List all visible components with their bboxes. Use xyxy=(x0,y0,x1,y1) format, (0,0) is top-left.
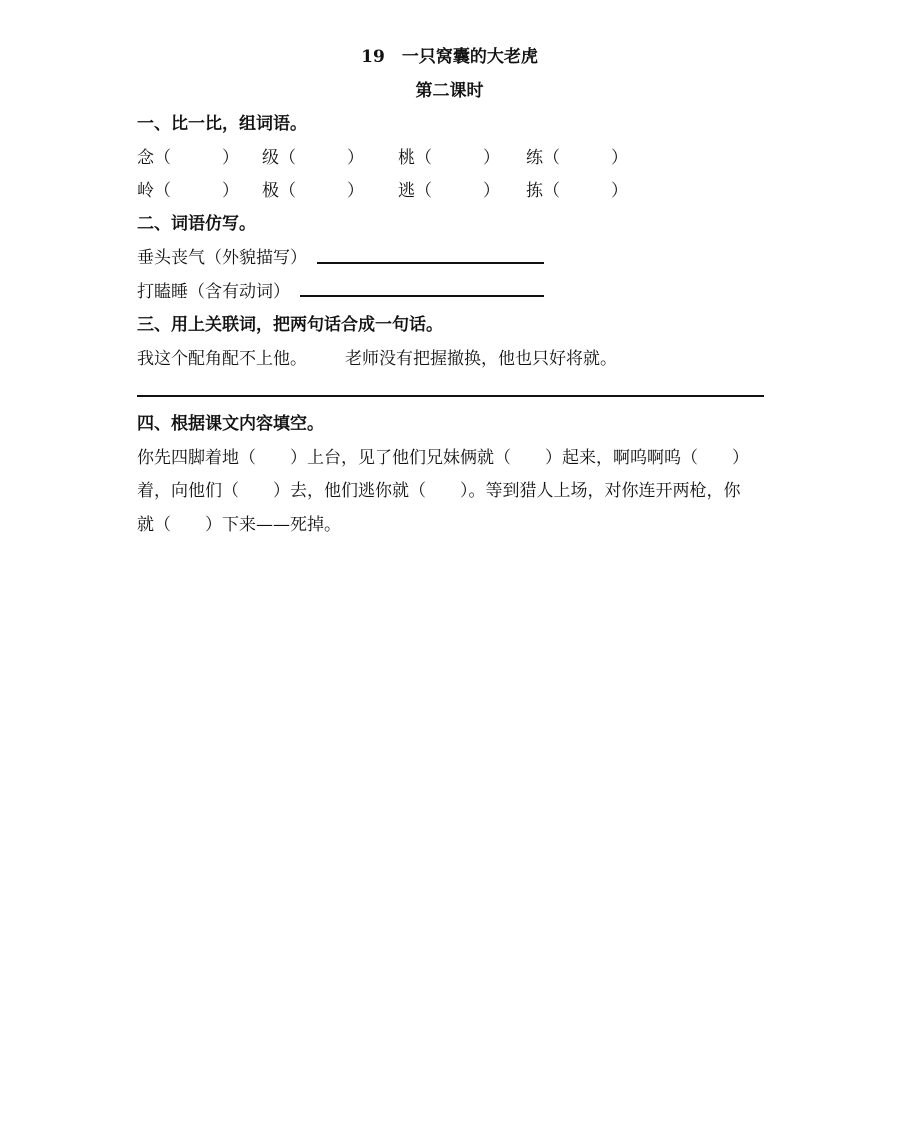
sentence-2: 老师没有把握撤换，他也只好将就。 xyxy=(345,349,617,369)
word-blank: 念（ ） xyxy=(137,148,239,168)
answer-line xyxy=(137,395,764,397)
section-4-heading: 四、根据课文内容填空。 xyxy=(137,414,324,434)
fill-line-2: 着，向他们（ ）去，他们逃你就（ ）。等到猎人上场，对你连开两枪，你 xyxy=(137,481,741,501)
fill-line-3: 就（ ）下来——死掉。 xyxy=(137,515,341,535)
sentence-1: 我这个配角配不上他。 xyxy=(137,349,307,369)
word-blank: 拣（ ） xyxy=(526,181,628,201)
answer-line xyxy=(300,295,544,297)
lesson-title: 19 一只窝囊的大老虎 xyxy=(361,47,538,67)
word-blank: 桃（ ） xyxy=(398,148,500,168)
imitation-item-1: 垂头丧气（外貌描写） xyxy=(137,248,307,268)
lesson-subtitle: 第二课时 xyxy=(415,81,484,101)
section-2-heading: 二、词语仿写。 xyxy=(137,214,256,234)
section-3-heading: 三、用上关联词，把两句话合成一句话。 xyxy=(137,315,443,335)
fill-line-1: 你先四脚着地（ ）上台，见了他们兄妹俩就（ ）起来，啊呜啊呜（ ） xyxy=(137,448,749,468)
word-blank: 极（ ） xyxy=(262,181,364,201)
answer-line xyxy=(317,262,544,264)
word-blank: 岭（ ） xyxy=(137,181,239,201)
word-blank: 练（ ） xyxy=(526,148,628,168)
word-blank: 逃（ ） xyxy=(398,181,500,201)
section-1-heading: 一、比一比，组词语。 xyxy=(137,114,307,134)
imitation-item-2: 打瞌睡（含有动词） xyxy=(137,282,290,302)
word-blank: 级（ ） xyxy=(262,148,364,168)
